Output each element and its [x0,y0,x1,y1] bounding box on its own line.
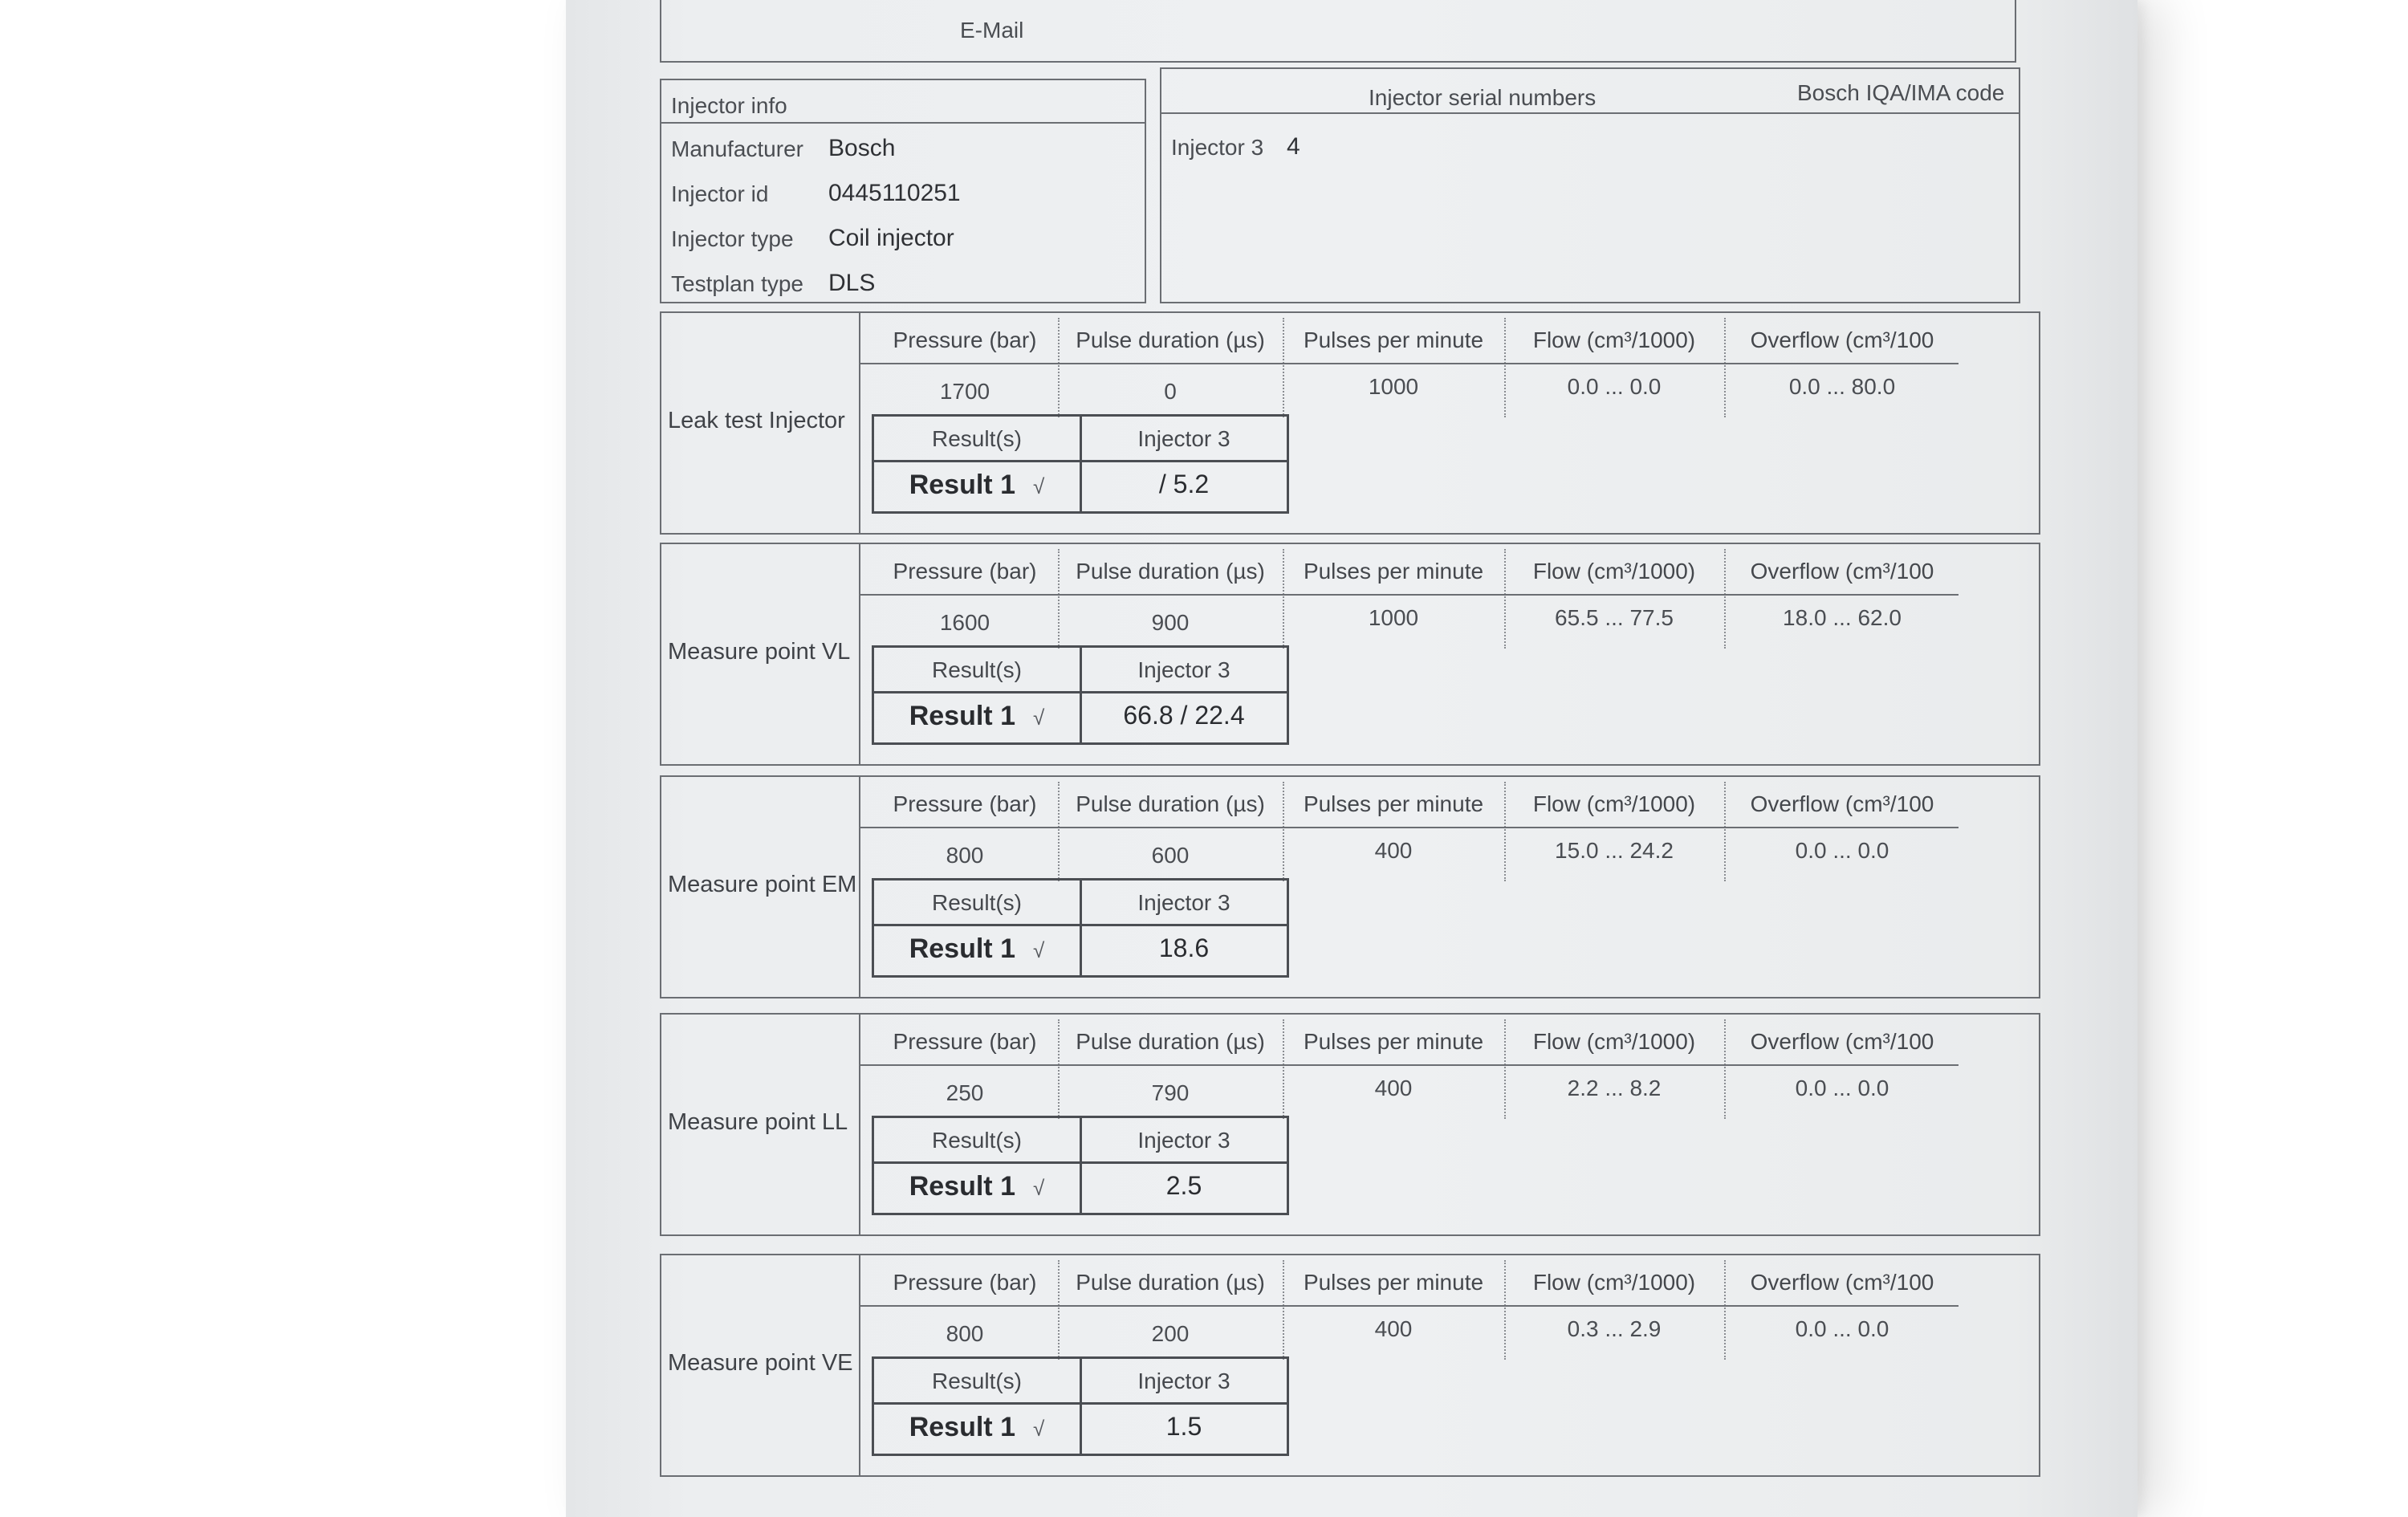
column-header: Flow (cm³/1000) [1532,1270,1696,1295]
pressure-value: 800 [946,1321,984,1346]
column-header: Overflow (cm³/100 [1750,559,1934,584]
column-header: Overflow (cm³/100 [1750,327,1934,352]
injector-id-value: 0445110251 [828,180,961,206]
testplan-type-value: DLS [828,270,876,296]
test-name: Leak test Injector [668,408,845,433]
result-value: 1.5 [1165,1412,1202,1441]
test-name: Measure point VE [668,1350,853,1376]
iqa-code-title: Bosch IQA/IMA code [1797,80,2005,105]
test-section [660,1254,2040,1477]
pressure-value: 1700 [939,379,990,404]
result-label-text: Result 1 [909,1171,1015,1202]
pulse-duration-value: 0 [1164,379,1177,404]
injector-header: Injector 3 [1137,657,1230,682]
injector-info-box [660,79,1146,303]
overflow-range: 0.0 ... 0.0 [1795,1076,1889,1100]
flow-range: 15.0 ... 24.2 [1555,838,1674,863]
injector-type-label: Injector type [671,226,794,251]
column-header: Pulse duration (µs) [1076,1029,1265,1054]
pulses-per-minute-value: 1000 [1368,605,1419,630]
injector-info-title: Injector info [671,93,787,118]
pulse-duration-value: 600 [1151,843,1190,868]
column-header: Flow (cm³/1000) [1532,791,1696,816]
pulses-per-minute-value: 400 [1374,1316,1413,1341]
results-header: Result(s) [931,890,1022,915]
column-header: Pulses per minute [1303,1270,1484,1295]
column-header: Pulse duration (µs) [1076,559,1265,584]
flow-range: 65.5 ... 77.5 [1555,605,1674,630]
result-table [872,414,1289,514]
check-icon: √ [1032,1176,1045,1200]
pulse-duration-value: 900 [1151,610,1190,635]
email-label: E-Mail [960,18,1024,43]
check-icon: √ [1032,474,1045,498]
result-label [874,470,1080,501]
result-value: 2.5 [1165,1171,1202,1200]
check-icon: √ [1032,1417,1045,1441]
manufacturer-label: Manufacturer [671,136,803,161]
result-label-text: Result 1 [909,933,1015,964]
result-label [874,933,1080,965]
test-section [660,775,2040,998]
result-value: 66.8 / 22.4 [1123,701,1245,730]
result-label-text: Result 1 [909,470,1015,500]
column-header: Flow (cm³/1000) [1532,1029,1696,1054]
testplan-type-label: Testplan type [671,271,803,296]
result-value: / 5.2 [1158,470,1210,498]
column-header: Pulse duration (µs) [1076,791,1265,816]
result-label [874,701,1080,732]
column-header: Pressure (bar) [893,791,1037,816]
column-header: Overflow (cm³/100 [1750,791,1934,816]
column-header: Pulse duration (µs) [1076,327,1265,352]
injector-header: Injector 3 [1137,1128,1230,1153]
check-icon: √ [1032,938,1045,962]
test-name: Measure point VL [668,639,851,665]
column-header: Pulse duration (µs) [1076,1270,1265,1295]
column-header: Overflow (cm³/100 [1750,1270,1934,1295]
overflow-range: 0.0 ... 0.0 [1795,1316,1889,1341]
pulses-per-minute-value: 400 [1374,838,1413,863]
pulse-duration-value: 200 [1151,1321,1190,1346]
result-table [872,878,1289,978]
column-header: Overflow (cm³/100 [1750,1029,1934,1054]
injector-id-label: Injector id [671,181,769,206]
serial-entry-label: Injector 3 [1171,135,1264,160]
injector-header: Injector 3 [1137,1369,1230,1393]
overflow-range: 18.0 ... 62.0 [1783,605,1902,630]
results-header: Result(s) [931,1369,1022,1393]
serials-title: Injector serial numbers [1369,85,1597,110]
pulses-per-minute-value: 400 [1374,1076,1413,1100]
results-header: Result(s) [931,1128,1022,1153]
column-header: Pulses per minute [1303,1029,1484,1054]
results-header: Result(s) [931,657,1022,682]
paper-sheet [566,0,2138,1517]
column-header: Pulses per minute [1303,559,1484,584]
result-table [872,645,1289,745]
pressure-value: 800 [946,843,984,868]
serials-box [1160,67,2020,303]
manufacturer-value: Bosch [828,135,896,161]
pulse-duration-value: 790 [1151,1080,1190,1105]
flow-range: 0.3 ... 2.9 [1567,1316,1662,1341]
flow-range: 0.0 ... 0.0 [1567,374,1662,399]
test-name: Measure point EM [668,872,857,897]
pressure-value: 1600 [939,610,990,635]
test-section [660,543,2040,766]
pressure-value: 250 [946,1080,984,1105]
injector-type-value: Coil injector [828,225,954,251]
overflow-range: 0.0 ... 0.0 [1795,838,1889,863]
column-header: Pressure (bar) [893,327,1037,352]
injector-header: Injector 3 [1137,426,1230,451]
pulses-per-minute-value: 1000 [1368,374,1419,399]
result-value: 18.6 [1158,933,1210,962]
test-name: Measure point LL [668,1109,848,1135]
result-label [874,1171,1080,1202]
injector-header: Injector 3 [1137,890,1230,915]
flow-range: 2.2 ... 8.2 [1567,1076,1662,1100]
serial-entry-value: 4 [1287,133,1300,160]
column-header: Pulses per minute [1303,327,1484,352]
column-header: Pressure (bar) [893,1270,1037,1295]
column-header: Pressure (bar) [893,559,1037,584]
results-header: Result(s) [931,426,1022,451]
column-header: Flow (cm³/1000) [1532,327,1696,352]
result-label-text: Result 1 [909,701,1015,731]
test-section [660,1013,2040,1236]
column-header: Flow (cm³/1000) [1532,559,1696,584]
result-table [872,1356,1289,1456]
contact-box [660,0,2016,63]
overflow-range: 0.0 ... 80.0 [1788,374,1896,399]
check-icon: √ [1032,706,1045,730]
result-table [872,1116,1289,1215]
result-label-text: Result 1 [909,1412,1015,1442]
result-label [874,1412,1080,1443]
column-header: Pulses per minute [1303,791,1484,816]
column-header: Pressure (bar) [893,1029,1037,1054]
test-section [660,311,2040,535]
